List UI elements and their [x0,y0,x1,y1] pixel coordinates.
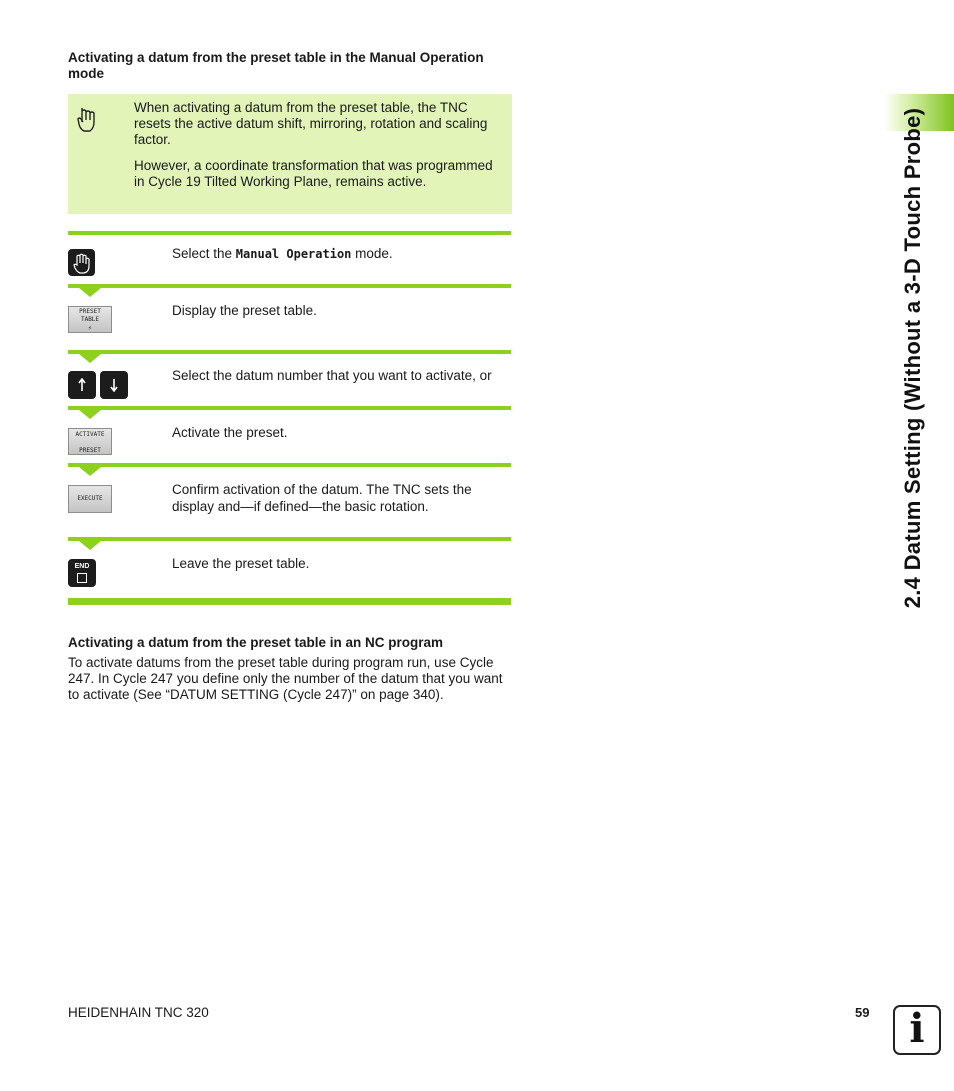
execute-softkey: EXECUTE [68,485,112,513]
note-paragraph-2: However, a coordinate transformation that was programmed in Cycle 19 Tilted Working Plane, remains active. [134,158,493,189]
section-heading-manual: Activating a datum from the preset table in the Manual Operation mode [68,50,484,81]
step-1-text: Select the Manual Operation mode. [172,246,393,261]
arrow-up-key-icon [68,371,96,399]
step-divider [68,406,511,410]
info-icon: i [893,1005,941,1055]
chapter-side-title: 2.4 Datum Setting (Without a 3-D Touch Probe) [900,107,925,609]
manual-operation-key-icon [68,249,95,276]
step-5-text: Confirm activation of the datum. The TNC sets the display and—if defined—the basic rotation. [172,482,472,514]
step-divider [68,463,511,467]
preset-table-softkey: PRESET TABLE ⚡ [68,306,112,333]
hand-pointing-icon [76,106,100,136]
step-3-text: Select the datum number that you want to activate, or [172,368,492,383]
step-divider [68,350,511,354]
section-heading-nc-program: Activating a datum from the preset table in an NC program [68,635,444,650]
step-arrow [79,410,101,419]
step-divider [68,537,511,541]
step-2-text: Display the preset table. [172,303,317,318]
step-6-text: Leave the preset table. [172,556,310,571]
step-divider [68,284,511,288]
note-box [68,94,512,214]
manual-operation-label: Manual Operation [235,247,352,261]
step-divider [68,231,511,235]
nc-program-paragraph: To activate datums from the preset table during program run, use Cycle 247. In Cycle 247 you define only the number of the datum that you want to activate (See “DATUM SETTING (Cycle 247)” on page 340). [68,655,503,702]
step-4-text: Activate the preset. [172,425,288,440]
step-arrow [79,288,101,297]
step-arrow [79,541,101,550]
steps-end-bar [68,598,511,605]
activate-preset-softkey: ACTIVATE PRESET [68,428,112,455]
page-number: 59 [855,1005,870,1020]
step-arrow [79,467,101,476]
step-arrow [79,354,101,363]
arrow-down-key-icon [100,371,128,399]
note-paragraph-1: When activating a datum from the preset table, the TNC resets the active datum shift, mirroring, rotation and scaling factor. [134,100,488,147]
footer-manual-name: HEIDENHAIN TNC 320 [68,1005,209,1020]
end-key-icon: END [68,559,96,587]
